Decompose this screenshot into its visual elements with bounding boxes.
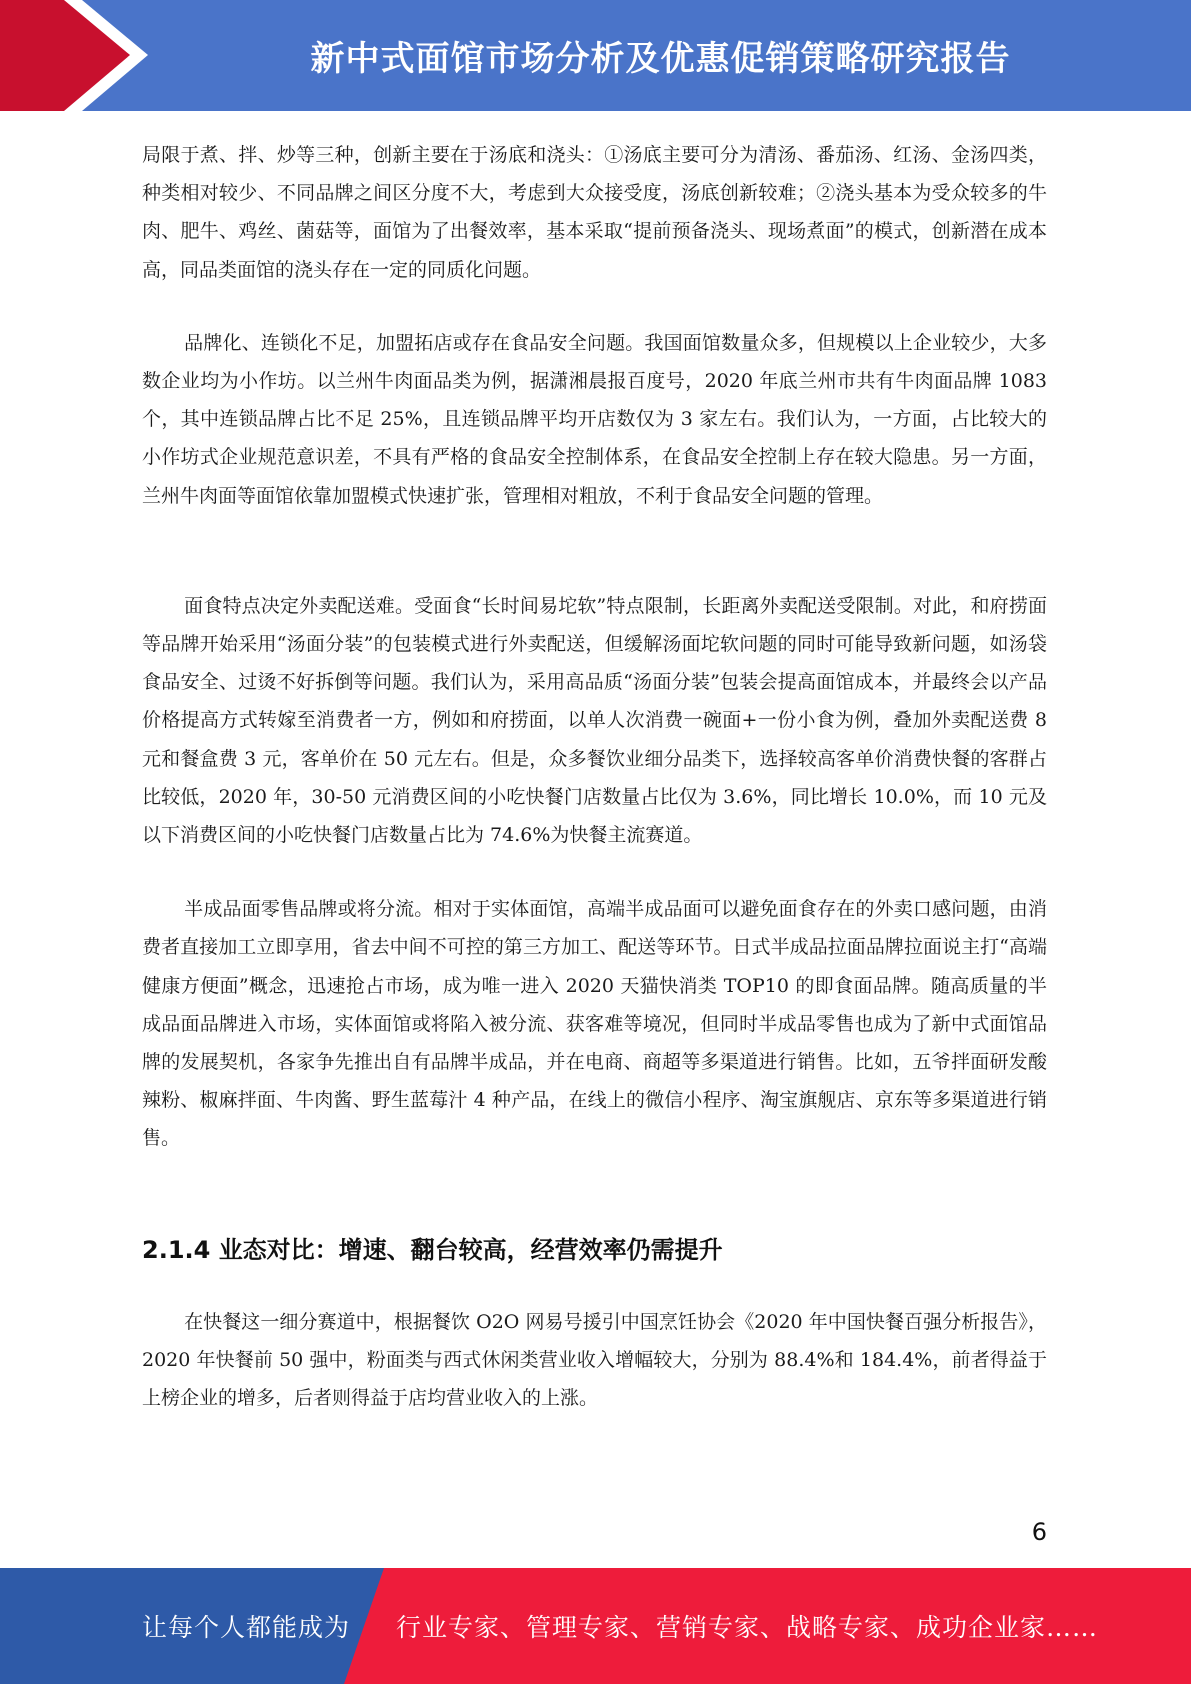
main-content (142, 136, 1047, 1417)
page-footer (0, 1568, 1191, 1684)
paragraph-delivery: 面食特点决定外卖配送难。受面食“长时间易坨软”特点限制，长距离外卖配送受限制。对此，和府捞面等品牌开始采用“汤面分装”的包装模式进行外卖配送，但缓解汤面坨软问题的同时可能导致新问题，如汤袋食品安全、过烫不好拆倒等问题。我们认为，采用高品质“汤面分装”包装会提高面馆成本，并最终会以产品价格提高方式转嫁至消费者一方，例如和府捞面，以单人次消费一碗面+一份小食为例，叠加外卖配送费 8 元和餐盒费 3 元，客单价在 50 元左右。但是，众多餐饮业细分品类下，选择较高客单价消费快餐的客群占比较低，2020 年，30-50 元消费区间的小吃快餐门店数量占比仅为 3.6%，同比增长 10.0%，而 10 元及以下消费区间的小吃快餐门店数量占比为 74.6%为快餐主流赛道。 (142, 594, 1047, 847)
paragraph-semi-finished: 半成品面零售品牌或将分流。相对于实体面馆，高端半成品面可以避免面食存在的外卖口感问题，由消费者直接加工立即享用，省去中间不可控的第三方加工、配送等环节。日式半成品拉面品牌拉面说主打“高端健康方便面”概念，迅速抢占市场，成为唯一进入 2020 天猫快消类 TOP10 的即食面品牌。随高质量的半成品面品牌进入市场，实体面馆或将陷入被分流、获客难等境况，但同时半成品零售也成为了新中式面馆品牌的发展契机，各家争先推出自有品牌半成品，并在电商、商超等多渠道进行销售。比如，五爷拌面研发酸辣粉、椒麻拌面、牛肉酱、野生蓝莓汁 4 种产品，在线上的微信小程序、淘宝旗舰店、京东等多渠道进行销售。 (142, 898, 1047, 1150)
paragraph-soup-toppings: 局限于煮、拌、炒等三种，创新主要在于汤底和浇头：①汤底主要可分为清汤、番茄汤、红汤、金汤四类，种类相对较少、不同品牌之间区分度不大，考虑到大众接受度，汤底创新较难；②浇头基本为受众较多的牛肉、肥牛、鸡丝、菌菇等，面馆为了出餐效率，基本采取“提前预备浇头、现场煮面”的模式，创新潜在成本高，同品类面馆的浇头存在一定的同质化问题。 (142, 144, 1047, 281)
page-header (0, 0, 1191, 111)
report-title: 新中式面馆市场分析及优惠促销策略研究报告 (310, 39, 1011, 79)
footer-slogan-left: 让每个人都能成为 (142, 1613, 351, 1642)
paragraph-fast-food: 在快餐这一细分赛道中，根据餐饮 O2O 网易号援引中国烹饪协会《2020 年中国快餐百强分析报告》，2020 年快餐前 50 强中，粉面类与西式休闲类营业收入增幅较大，分别为 88.4%和 184.4%，前者得益于上榜企业的增多，后者则得益于店均营业收入的上涨。 (142, 1310, 1047, 1410)
paragraph-branding-chain: 品牌化、连锁化不足，加盟拓店或存在食品安全问题。我国面馆数量众多，但规模以上企业较少，大多数企业均为小作坊。以兰州牛肉面品类为例，据潇湘晨报百度号，2020 年底兰州市共有牛肉面品牌 1083 个，其中连锁品牌占比不足 25%，且连锁品牌平均开店数仅为 3 家左右。我们认为，一方面，占比较大的小作坊式企业规范意识差，不具有严格的食品安全控制体系，在食品安全控制上存在较大隐患。另一方面，兰州牛肉面等面馆依靠加盟模式快速扩张，管理相对粗放，不利于食品安全问题的管理。 (142, 331, 1047, 507)
footer-slogan-right: 行业专家、管理专家、营销专家、战略专家、成功企业家…… (396, 1613, 1099, 1642)
page-number: 6 (1031, 1518, 1047, 1546)
section-heading: 2.1.4 业态对比：增速、翻台较高，经营效率仍需提升 (142, 1235, 723, 1264)
